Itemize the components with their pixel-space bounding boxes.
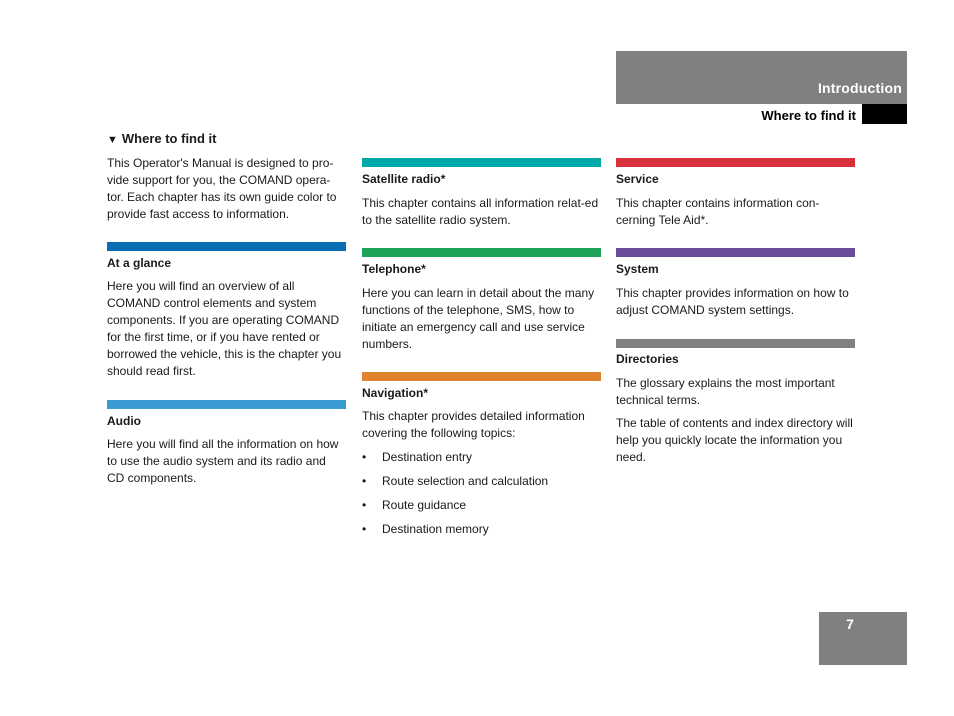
topic-label: Destination memory [382, 522, 489, 536]
system-body: This chapter provides information on how to adjust COMAND system settings. [616, 286, 849, 317]
service-color-bar [616, 158, 855, 167]
telephone-title: Telephone* [362, 262, 426, 276]
directories-color-bar [616, 339, 855, 348]
triangle-down-icon: ▼ [107, 134, 118, 146]
bullet-icon: • [362, 498, 367, 512]
list-item [362, 473, 601, 497]
satellite-radio-title: Satellite radio* [362, 172, 446, 186]
at-a-glance-color-bar [107, 242, 346, 251]
directories-title: Directories [616, 352, 679, 366]
directories-index-text: The table of contents and index directory will help you quickly locate the information you need. [616, 416, 853, 464]
telephone-body: Here you can learn in detail about the many functions of the telephone, SMS, how to initiate an emergency call and use service numbers. [362, 286, 595, 351]
system-color-bar [616, 248, 855, 257]
system-title: System [616, 262, 659, 276]
page-number: 7 [846, 616, 854, 632]
service-title: Service [616, 172, 659, 186]
audio-title: Audio [107, 414, 141, 428]
section-tab-marker [862, 104, 907, 124]
section-title: Where to find it [761, 108, 856, 123]
main-heading [107, 131, 217, 146]
topic-label: Route guidance [382, 498, 467, 512]
navigation-color-bar [362, 372, 601, 381]
intro-paragraph: This Operator's Manual is designed to pro-vide support for you, the COMAND opera-tor. Each chapter has its own guide color to provide fast access to information. [107, 156, 337, 221]
topic-label: Route selection and calculation [382, 474, 549, 488]
list-item [362, 521, 601, 545]
bullet-icon: • [362, 522, 367, 536]
list-item [362, 449, 601, 473]
bullet-icon: • [362, 474, 367, 488]
chapter-title: Introduction [817, 80, 902, 96]
at-a-glance-title: At a glance [107, 256, 172, 270]
navigation-title: Navigation* [362, 386, 429, 400]
navigation-topic-list [362, 449, 601, 545]
satellite-radio-color-bar [362, 158, 601, 167]
page-number-box [819, 612, 907, 665]
telephone-color-bar [362, 248, 601, 257]
at-a-glance-body: Here you will find an overview of all COMAND control elements and system components. If you are operating COMAND for the first time, or if you have rented or borrowed the vehicle, this is the chapter you should read first. [107, 279, 342, 378]
satellite-radio-body: This chapter contains all information relat-ed to the satellite radio system. [362, 196, 599, 227]
main-heading-label: Where to find it [121, 131, 217, 146]
navigation-body: This chapter provides detailed information covering the following topics: [362, 409, 585, 440]
bullet-icon: • [362, 450, 367, 464]
topic-label: Destination entry [382, 450, 473, 464]
list-item [362, 497, 601, 521]
audio-body: Here you will find all the information on how to use the audio system and its radio and CD components. [107, 437, 339, 485]
directories-glossary-text: The glossary explains the most important technical terms. [616, 376, 835, 407]
chapter-header-box [616, 51, 907, 104]
service-body: This chapter contains information con-cerning Tele Aid*. [616, 196, 820, 227]
audio-color-bar [107, 400, 346, 409]
